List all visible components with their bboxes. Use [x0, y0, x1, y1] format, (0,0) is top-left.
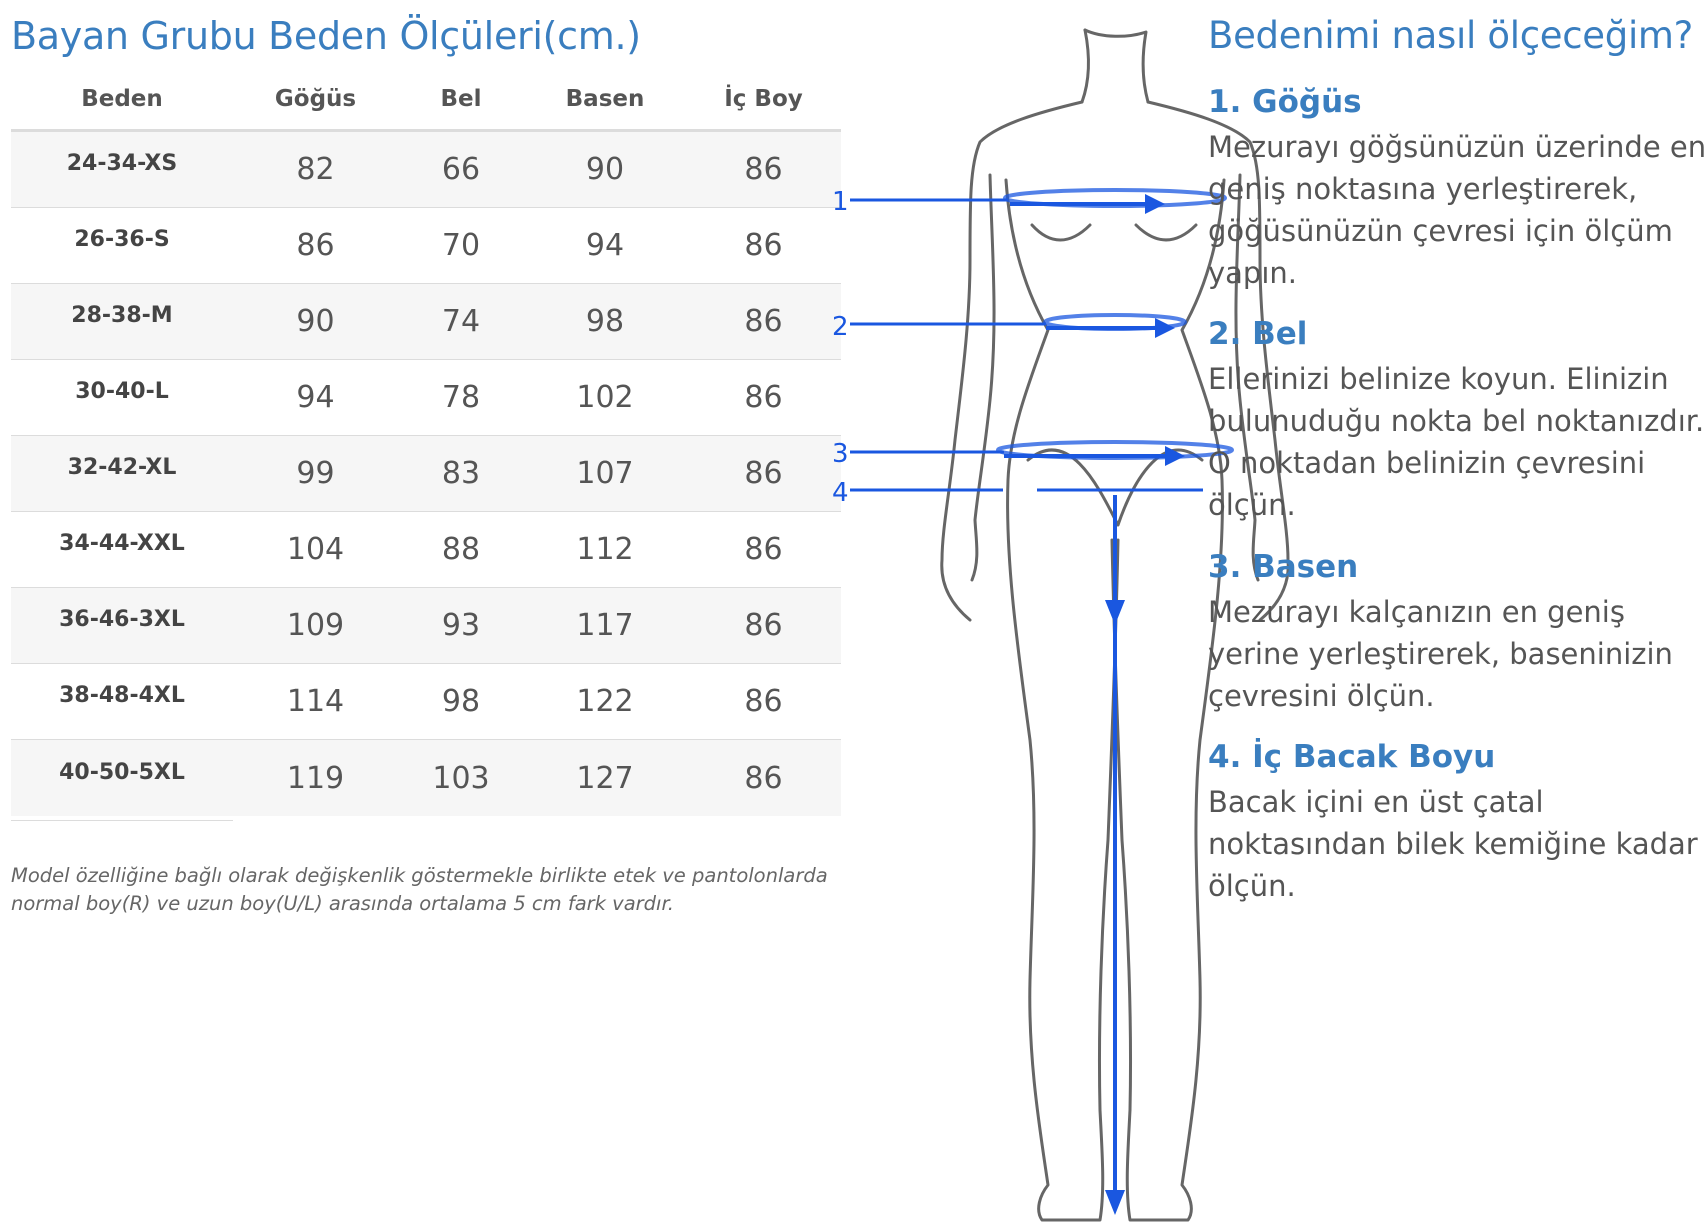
- value-cell: 94: [296, 380, 335, 415]
- table-row: [11, 208, 841, 284]
- value-cell: 82: [296, 152, 335, 187]
- header-basen: Basen: [565, 85, 645, 112]
- size-cell: 34-44-XXL: [59, 531, 185, 556]
- guide-heading-inseam: 4. İç Bacak Boyu: [1208, 739, 1496, 775]
- measurement-guide: [1208, 14, 1706, 903]
- value-cell: 119: [286, 760, 345, 796]
- size-cell: 38-48-4XL: [59, 683, 185, 708]
- guide-line: yapın.: [1208, 256, 1297, 290]
- marker-3: 3: [832, 439, 849, 469]
- note-line-1: Model özelliğine bağlı olarak değişkenlik göstermekle birlikte etek ve pantolonlarda: [11, 864, 828, 887]
- table-row: [11, 284, 841, 360]
- guide-text-chest: [1208, 126, 1706, 294]
- value-cell: 94: [585, 228, 625, 263]
- guide-text-hips: [1208, 591, 1673, 717]
- size-cell: 32-42-XL: [67, 455, 177, 480]
- guide-line: Ellerinizi belinize koyun. Elinizin: [1208, 362, 1669, 396]
- size-cell: 24-34-XS: [66, 151, 178, 176]
- value-cell: 86: [744, 152, 783, 187]
- value-cell: 90: [296, 304, 335, 339]
- value-cell: 99: [296, 456, 335, 491]
- value-cell: 74: [441, 304, 481, 339]
- value-cell: 102: [576, 380, 634, 415]
- value-cell: 70: [441, 228, 481, 263]
- guide-title: Bedenimi nasıl ölçeceğim?: [1208, 14, 1694, 57]
- size-chart-title: Bayan Grubu Beden Ölçüleri(cm.): [11, 14, 641, 58]
- table-row: [11, 132, 841, 208]
- size-cell: 26-36-S: [74, 227, 170, 252]
- value-cell: 86: [744, 228, 783, 263]
- guide-text-waist: [1208, 358, 1704, 526]
- guide-line: Mezurayı kalçanızın en geniş: [1208, 595, 1625, 629]
- value-cell: 104: [286, 532, 345, 567]
- guide-heading-hips: 3. Basen: [1208, 549, 1359, 585]
- guide-line: Mezurayı göğsünüzün üzerinde en: [1208, 130, 1706, 164]
- guide-text-inseam: [1208, 781, 1698, 907]
- table-row: [11, 740, 841, 816]
- value-cell: 127: [576, 760, 634, 796]
- value-cell: 114: [286, 684, 345, 719]
- value-cell: 86: [744, 684, 783, 719]
- guide-line: noktasından bilek kemiğine kadar: [1208, 827, 1698, 861]
- table-bottom-rule: [11, 820, 233, 821]
- table-row: [11, 512, 841, 588]
- value-cell: 112: [576, 532, 634, 567]
- header-beden: Beden: [81, 85, 163, 112]
- marker-1: 1: [832, 187, 849, 217]
- guide-line: O noktadan belinizin çevresini: [1208, 446, 1646, 480]
- table-row: [11, 360, 841, 436]
- value-cell: 117: [576, 608, 634, 643]
- value-cell: 86: [744, 456, 783, 491]
- guide-line: ölçün.: [1208, 488, 1296, 522]
- value-cell: 86: [744, 304, 783, 339]
- value-cell: 122: [576, 684, 634, 719]
- value-cell: 88: [441, 532, 481, 567]
- guide-line: geniş noktasına yerleştirerek,: [1208, 172, 1638, 206]
- header-bel: Bel: [440, 85, 482, 112]
- table-header-row: [11, 68, 841, 132]
- table-body: [11, 132, 841, 816]
- header-ic-boy: İç Boy: [724, 85, 803, 112]
- value-cell: 103: [432, 760, 490, 796]
- value-cell: 86: [296, 228, 335, 263]
- size-cell: 36-46-3XL: [59, 607, 185, 632]
- table-row: [11, 664, 841, 740]
- guide-line: Bacak içini en üst çatal: [1208, 785, 1544, 819]
- guide-line: bulunuduğu nokta bel noktanızdır.: [1208, 404, 1705, 438]
- marker-2: 2: [832, 312, 849, 342]
- value-cell: 98: [585, 304, 625, 339]
- header-gogus: Göğüs: [274, 85, 357, 112]
- table-row: [11, 588, 841, 664]
- value-cell: 98: [441, 684, 481, 719]
- value-cell: 66: [441, 152, 481, 187]
- value-cell: 93: [441, 608, 481, 643]
- size-cell: 40-50-5XL: [59, 759, 185, 785]
- size-cell: 28-38-M: [71, 303, 173, 328]
- guide-line: çevresini ölçün.: [1208, 679, 1435, 713]
- value-cell: 83: [441, 456, 481, 491]
- value-cell: 86: [744, 532, 783, 567]
- table-row: [11, 436, 841, 512]
- value-cell: 86: [744, 760, 783, 796]
- value-cell: 90: [585, 152, 625, 187]
- value-cell: 86: [744, 608, 783, 643]
- value-cell: 109: [286, 608, 345, 643]
- guide-heading-waist: 2. Bel: [1208, 316, 1308, 352]
- marker-4: 4: [832, 478, 849, 508]
- note-line-2: normal boy(R) ve uzun boy(U/L) arasında ortalama 5 cm fark vardır.: [11, 892, 674, 915]
- value-cell: 78: [441, 380, 481, 415]
- guide-line: göğüsünüzün çevresi için ölçüm: [1208, 214, 1673, 248]
- guide-line: yerine yerleştirerek, baseninizin: [1208, 637, 1673, 671]
- size-cell: 30-40-L: [75, 379, 169, 404]
- guide-line: ölçün.: [1208, 869, 1296, 903]
- length-note: [11, 862, 831, 918]
- value-cell: 107: [576, 456, 634, 491]
- value-cell: 86: [744, 380, 783, 415]
- size-table: [11, 68, 841, 816]
- guide-heading-chest: 1. Göğüs: [1208, 84, 1362, 120]
